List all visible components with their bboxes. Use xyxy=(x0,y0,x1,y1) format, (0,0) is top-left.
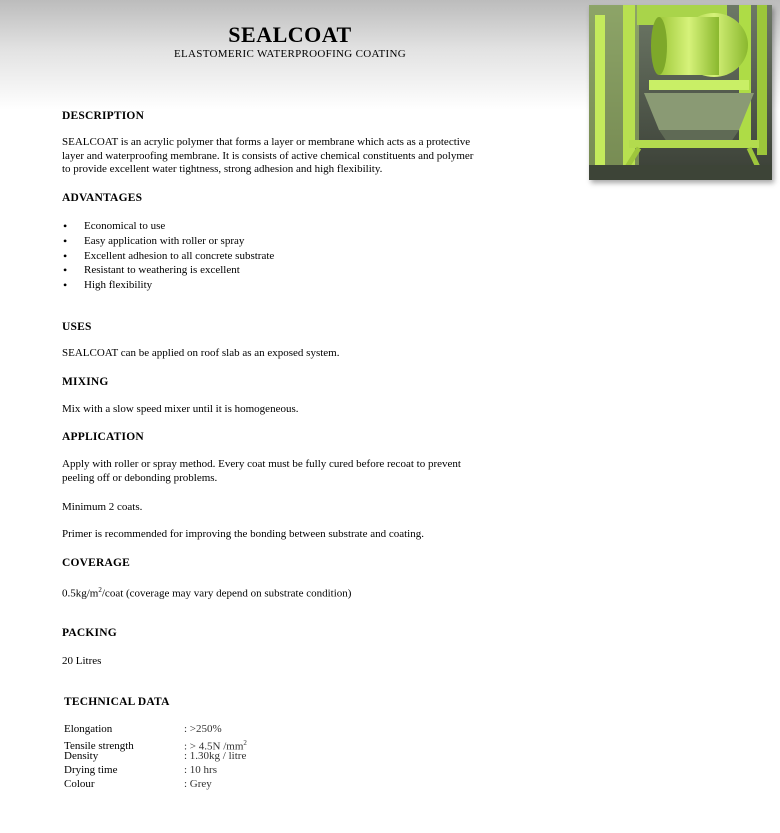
machine-photo-icon xyxy=(589,5,772,180)
tech-label: Tensile strength xyxy=(64,740,134,753)
technical-table xyxy=(64,723,247,791)
tech-value: : 1.30kg / litre xyxy=(184,750,247,763)
technical-heading: TECHNICAL DATA xyxy=(64,696,170,708)
list-item: • Easy application with roller or spray xyxy=(62,234,274,249)
table-row xyxy=(64,764,247,778)
coverage-text xyxy=(62,584,532,601)
application-heading: APPLICATION xyxy=(62,431,144,443)
uses-heading: USES xyxy=(62,321,92,333)
coverage-value: 0.5kg/m xyxy=(62,587,99,600)
application-text xyxy=(62,458,532,485)
advantages-heading: ADVANTAGES xyxy=(62,192,143,204)
tech-label: Colour xyxy=(64,777,95,790)
coverage-note: /coat (coverage may vary depend on substrate condition) xyxy=(101,587,352,600)
page-title: SEALCOAT xyxy=(228,22,352,47)
list-item: • Resistant to weathering is excellent xyxy=(62,263,274,278)
list-item: • High flexibility xyxy=(62,278,274,293)
packing-heading: PACKING xyxy=(62,627,117,639)
tech-label: Drying time xyxy=(64,764,118,777)
list-item: • Economical to use xyxy=(62,219,274,234)
description-line: layer and waterproofing membrane. It is consists of active chemical constituents and polymer xyxy=(62,149,474,162)
tech-value-sup: 2 xyxy=(243,738,247,747)
list-item: • Excellent adhesion to all concrete substrate xyxy=(62,249,274,264)
packing-text: 20 Litres xyxy=(62,655,102,667)
coverage-heading: COVERAGE xyxy=(62,557,131,569)
mixing-heading: MIXING xyxy=(62,376,109,388)
table-row xyxy=(64,723,247,737)
application-line: Apply with roller or spray method. Every coat must be fully cured before recoat to prevent xyxy=(62,458,461,470)
tech-value-text: : > 4.5N /mm xyxy=(184,740,244,753)
tech-value: : >250% xyxy=(184,723,222,735)
table-row xyxy=(64,737,247,751)
description-heading: DESCRIPTION xyxy=(62,110,145,122)
tech-value: : Grey xyxy=(184,777,212,790)
description-line: SEALCOAT is an acrylic polymer that forms a layer or membrane which acts as a protective xyxy=(62,136,471,148)
mixing-text: Mix with a slow speed mixer until it is homogeneous. xyxy=(62,403,299,415)
table-row xyxy=(64,750,247,764)
page-subtitle: ELASTOMERIC WATERPROOFING COATING xyxy=(174,48,406,60)
advantages-list xyxy=(62,219,274,293)
description-line: to provide excellent water tightness, strong adhesion and high flexibility. xyxy=(62,163,383,175)
table-row xyxy=(64,778,247,792)
tech-label: Density xyxy=(64,750,99,763)
application-line: peeling off or debonding problems. xyxy=(62,471,218,484)
uses-text: SEALCOAT can be applied on roof slab as an exposed system. xyxy=(62,347,340,359)
application-coats: Minimum 2 coats. xyxy=(62,501,143,513)
coverage-sup: 2 xyxy=(98,586,102,594)
application-primer: Primer is recommended for improving the bonding between substrate and coating. xyxy=(62,528,424,540)
description-text xyxy=(62,136,532,177)
tech-value: : 10 hrs xyxy=(184,764,217,777)
tech-label: Elongation xyxy=(64,723,113,735)
